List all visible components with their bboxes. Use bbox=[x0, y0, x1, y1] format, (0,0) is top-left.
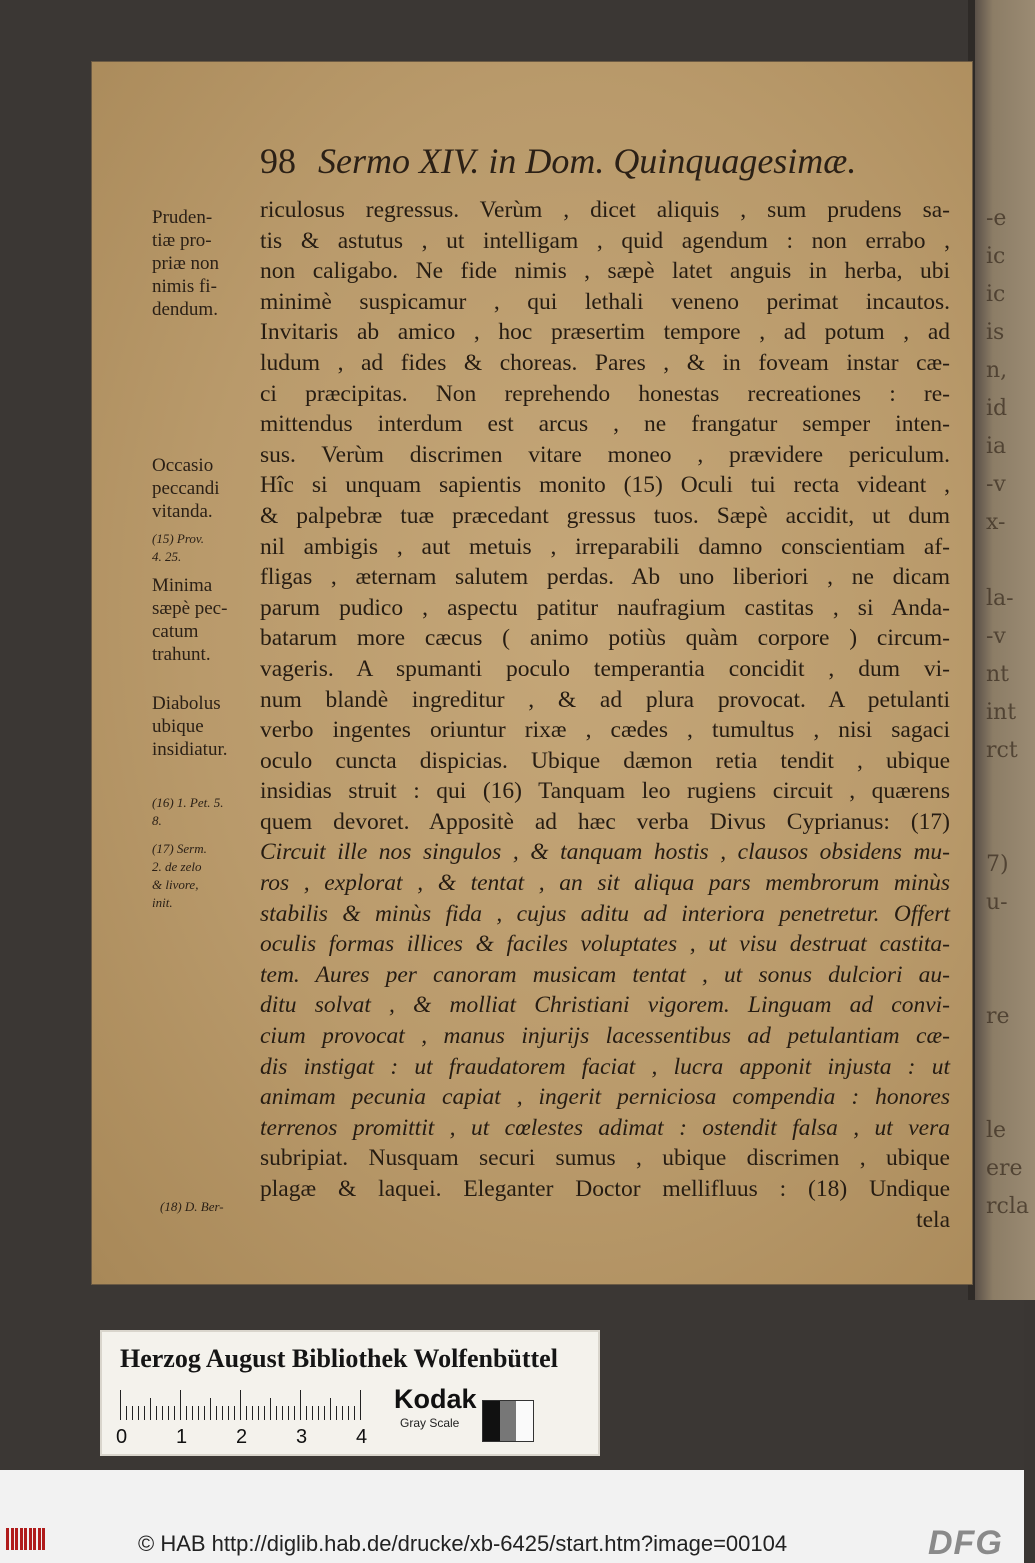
ruler-number: 3 bbox=[296, 1426, 308, 1448]
library-name: Herzog August Bibliothek Wolfenbüttel bbox=[120, 1344, 558, 1373]
barcode-bar bbox=[33, 1528, 36, 1550]
hab-barcode-icon bbox=[6, 1528, 46, 1550]
barcode-bar bbox=[38, 1528, 41, 1550]
ruler-tick bbox=[282, 1406, 283, 1420]
text-line: Hîc si unquam sapientis monito (15) Oculi tui recta videant , bbox=[260, 472, 950, 499]
text-line: tem. Aures per canoram musicam tentat , ut sonus dulciori au- bbox=[260, 961, 950, 988]
marginal-reference: (16) 1. Pet. 5. 8. bbox=[152, 795, 224, 828]
ruler-tick bbox=[300, 1390, 301, 1420]
text-line: ditu solvat , & molliat Christiani vigorem. Linguam ad convi- bbox=[260, 992, 950, 1019]
text-line: animam pecunia capiat , ingerit perniciosa compendia : honores bbox=[260, 1084, 950, 1111]
ruler-tick bbox=[288, 1406, 289, 1420]
credit-link[interactable]: © HAB http://diglib.hab.de/drucke/xb-6425/start.htm?image=00104 bbox=[138, 1531, 788, 1556]
text-line: quem devoret. Appositè ad hæc verba Divus Cyprianus: (17) bbox=[260, 808, 950, 835]
marginal-reference: (15) Prov. 4. 25. bbox=[152, 531, 204, 564]
text-line: riculosus regressus. Verùm , dicet aliquis , sum prudens sa- bbox=[260, 197, 950, 223]
ruler-tick bbox=[324, 1406, 325, 1420]
barcode-bar bbox=[20, 1528, 23, 1550]
ruler-tick bbox=[192, 1406, 193, 1420]
ruler-tick bbox=[132, 1406, 133, 1420]
barcode-bar bbox=[11, 1528, 14, 1550]
ruler-tick bbox=[330, 1398, 331, 1420]
text-line: vageris. A spumanti poculo temperantia concidit , dum vi- bbox=[260, 655, 950, 682]
text-line: insidias struit : qui (16) Tanquam leo rugiens circuit , quærens bbox=[260, 778, 950, 805]
ruler-tick bbox=[336, 1406, 337, 1420]
ruler-tick bbox=[348, 1406, 349, 1420]
barcode-bar bbox=[42, 1528, 45, 1550]
ruler-tick bbox=[210, 1398, 211, 1420]
dfg-logo: DFG bbox=[928, 1524, 1003, 1562]
text-line: ros , explorat , & tentat , an sit aliqua pars membrorum minùs bbox=[260, 870, 950, 897]
page-number: 98 bbox=[260, 141, 296, 181]
marginal-note: Minima sæpè pec- catum trahunt. bbox=[152, 575, 228, 665]
text-line: stabilis & minùs fida , cujus aditu ad interiora penetretur. Offert bbox=[260, 900, 950, 927]
ruler-tick bbox=[174, 1406, 175, 1420]
swatch-white bbox=[516, 1401, 533, 1441]
ruler-tick bbox=[234, 1406, 235, 1420]
ruler-tick bbox=[354, 1406, 355, 1420]
text-line: & palpebræ tuæ præcedant gressus tuos. Sæpè accidit, ut dum bbox=[260, 502, 950, 529]
text-line: num blandè ingreditur , & ad plura provocat. A petulanti bbox=[260, 686, 950, 713]
ruler-tick bbox=[180, 1390, 181, 1420]
color-reference-card bbox=[100, 1330, 600, 1456]
ruler-tick bbox=[360, 1390, 361, 1420]
text-line: cium provocat , manus injurijs lacessentibus ad petulantiam cæ- bbox=[260, 1023, 950, 1050]
swatch-black bbox=[483, 1401, 500, 1441]
page-header bbox=[260, 140, 856, 182]
scale-ruler bbox=[120, 1390, 378, 1420]
marginal-reference: (18) D. Ber- bbox=[160, 1199, 224, 1214]
ruler-tick bbox=[264, 1406, 265, 1420]
ruler-tick bbox=[222, 1406, 223, 1420]
ruler-tick bbox=[162, 1406, 163, 1420]
ruler-tick bbox=[258, 1406, 259, 1420]
text-line: sus. Verùm discrimen vitare moneo , prævidere periculum. bbox=[260, 441, 950, 468]
ruler-tick bbox=[150, 1398, 151, 1420]
ruler-tick bbox=[186, 1406, 187, 1420]
ruler-tick bbox=[168, 1406, 169, 1420]
text-line: ludum , ad fides & choreas. Pares , & in foveam instar cæ- bbox=[260, 349, 950, 376]
ruler-tick bbox=[138, 1406, 139, 1420]
text-line: plagæ & laquei. Eleganter Doctor mellifluus : (18) Undique bbox=[260, 1176, 950, 1202]
text-line: subripiat. Nusquam securi sumus , ubique discrimen , ubique bbox=[260, 1145, 950, 1172]
marginal-note: Occasio peccandi vitanda. bbox=[152, 455, 220, 522]
gray-swatches bbox=[482, 1400, 534, 1442]
ruler-tick bbox=[318, 1406, 319, 1420]
ruler-tick bbox=[156, 1406, 157, 1420]
ruler-tick bbox=[252, 1406, 253, 1420]
barcode-bar bbox=[6, 1528, 9, 1550]
ruler-tick bbox=[204, 1406, 205, 1420]
text-line: batarum more cæcus ( animo potiùs quàm corpore ) circum- bbox=[260, 625, 950, 652]
text-line: ci præcipitas. Non reprehendo honestas recreationes : re- bbox=[260, 380, 950, 407]
main-text bbox=[260, 195, 950, 1235]
ruler-tick bbox=[246, 1406, 247, 1420]
text-line: mittendus interdum est arcus , ne frangatur semper inten- bbox=[260, 411, 950, 438]
ruler-tick bbox=[126, 1406, 127, 1420]
facing-page-text: -e ic ic is n, id ia -v x- la- -v nt int rct 7) u- re le ere rcla bbox=[986, 206, 1029, 1219]
ruler-tick bbox=[216, 1406, 217, 1420]
text-line: verbo ingentes oriuntur rixæ , cædes , tumultus , nisi sagaci bbox=[260, 717, 950, 744]
text-line: parum pudico , aspectu patitur naufragium castitas , si Anda- bbox=[260, 594, 950, 621]
text-line: nil ambigis , aut metuis , irreparabili damno conscientiam af- bbox=[260, 533, 950, 560]
ruler-tick bbox=[228, 1406, 229, 1420]
ruler-number: 2 bbox=[236, 1426, 248, 1448]
gray-scale-label: Gray Scale bbox=[400, 1416, 460, 1430]
text-line: Invitaris ab amico , hoc præsertim tempore , ad potum , ad bbox=[260, 319, 950, 346]
kodak-logo: Kodak bbox=[394, 1384, 477, 1414]
text-line: oculo cuncta dispicias. Ubique dæmon retia tendit , ubique bbox=[260, 747, 950, 774]
ruler-tick bbox=[342, 1406, 343, 1420]
ruler-tick bbox=[306, 1406, 307, 1420]
barcode-bar bbox=[15, 1528, 18, 1550]
marginal-note: Pruden- tiæ pro- priæ non nimis fi- dendum. bbox=[152, 207, 220, 320]
ruler-tick bbox=[312, 1406, 313, 1420]
running-head: Sermo XIV. in Dom. Quinquagesimæ. bbox=[318, 141, 857, 181]
ruler-tick bbox=[198, 1406, 199, 1420]
ruler-number: 4 bbox=[356, 1426, 368, 1448]
text-line: terrenos promittit , ut cœlestes adimat : ostendit falsa , ut vera bbox=[260, 1114, 950, 1141]
ruler-number: 0 bbox=[116, 1426, 128, 1448]
ruler-tick bbox=[144, 1406, 145, 1420]
barcode-bar bbox=[24, 1528, 27, 1550]
text-line: tela bbox=[916, 1206, 950, 1233]
swatch-gray bbox=[500, 1401, 517, 1441]
ruler-tick bbox=[120, 1390, 121, 1420]
marginal-note: Diabolus ubique insidiatur. bbox=[152, 693, 228, 760]
text-line: oculis formas illices & faciles voluptates , ut visu destruat castita- bbox=[260, 931, 950, 958]
text-line: non caligabo. Ne fide nimis , sæpè latet anguis in herba, ubi bbox=[260, 258, 950, 285]
ruler-tick bbox=[276, 1406, 277, 1420]
barcode-bar bbox=[29, 1528, 32, 1550]
ruler-number: 1 bbox=[176, 1426, 188, 1448]
text-line: fligas , æternam salutem perdas. Ab uno liberiori , ne dicam bbox=[260, 564, 950, 591]
ruler-tick bbox=[240, 1390, 241, 1420]
text-line: minimè suspicamur , qui lethali veneno perimat incautos. bbox=[260, 288, 950, 315]
ruler-tick bbox=[294, 1406, 295, 1420]
text-line: tis & astutus , ut intelligam , quid agendum : non errabo , bbox=[260, 227, 950, 254]
ruler-tick bbox=[270, 1398, 271, 1420]
marginal-reference: (17) Serm. 2. de zelo & livore, init. bbox=[152, 841, 207, 910]
text-line: dis instigat : ut fraudatorem faciat , lucra apponit injusta : ut bbox=[260, 1053, 950, 1080]
text-line: Circuit ille nos singulos , & tanquam hostis , clausos obsidens mu- bbox=[260, 839, 950, 866]
